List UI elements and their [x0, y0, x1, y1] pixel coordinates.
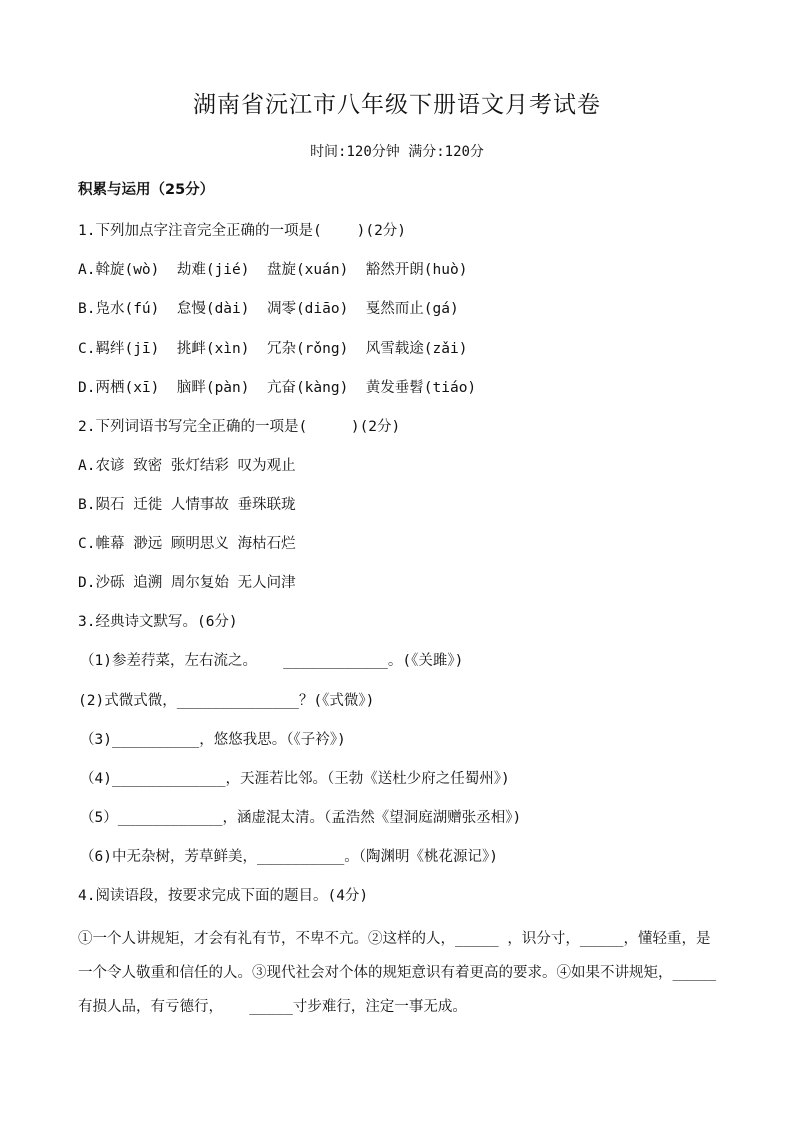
- question-2-stem: 2.下列词语书写完全正确的一项是( )(2分): [78, 419, 401, 435]
- question-1-option-b: B.凫水(fú) 怠慢(dài) 凋零(diāo) 戛然而止(gá): [78, 301, 459, 317]
- question-3-item-4: （4)_____________，天涯若比邻。（王勃《送杜少府之任蜀州》): [80, 771, 510, 787]
- section-heading: 积累与运用（25分）: [78, 182, 215, 198]
- question-3-item-3: （3)__________，悠悠我思。（《子衿》): [80, 732, 346, 748]
- question-3-item-1: （1)参差荇菜，左右流之。 ____________。(《关雎》): [80, 653, 464, 669]
- question-2-option-b: B.陨石 迁徙 人情事故 垂珠联珑: [78, 497, 296, 513]
- question-1-option-c: C.羁绊(jī) 挑衅(xìn) 冗杂(rǒng) 风雪载途(zǎi): [78, 341, 468, 357]
- question-3-stem: 3.经典诗文默写。(6分): [78, 614, 238, 630]
- exam-time-and-score: 时间:120分钟 满分:120分: [310, 144, 484, 160]
- question-4-passage: ①一个人讲规矩，才会有礼有节，不卑不亢。②这样的人，_____ ，识分寸，_____，懂轻重，是一个令人敬重和信任的人。③现代社会对个体的规矩意识有着更高的要求。④如果不讲规矩，_____有损人品，有亏德行， _____寸步难行，注定一事无成。: [78, 931, 717, 1015]
- question-3-item-2: (2)式微式微，______________？(《式微》): [78, 693, 375, 709]
- question-1-option-d: D.两栖(xī) 脑畔(pàn) 亢奋(kàng) 黄发垂髫(tiáo): [78, 380, 477, 396]
- question-2-option-a: A.农谚 致密 张灯结彩 叹为观止: [78, 458, 296, 474]
- question-1-stem: 1.下列加点字注音完全正确的一项是( )(2分): [78, 223, 407, 239]
- question-4-stem: 4.阅读语段，按要求完成下面的题目。(4分): [78, 888, 369, 904]
- page-title: 湖南省沅江市八年级下册语文月考试卷: [193, 92, 601, 118]
- question-3-item-5: （5）____________，涵虚混太清。（孟浩然《望洞庭湖赠张丞相》): [80, 810, 522, 826]
- question-2-option-c: C.帷幕 渺远 顾明思义 海枯石烂: [78, 536, 296, 552]
- question-1-option-a: A.斡旋(wò) 劫难(jié) 盘旋(xuán) 豁然开朗(huò): [78, 262, 468, 278]
- question-3-item-6: （6)中无杂树，芳草鲜美，__________。（陶渊明《桃花源记》): [80, 849, 498, 865]
- question-2-option-d: D.沙砾 追溯 周尔复始 无人问津: [78, 575, 296, 591]
